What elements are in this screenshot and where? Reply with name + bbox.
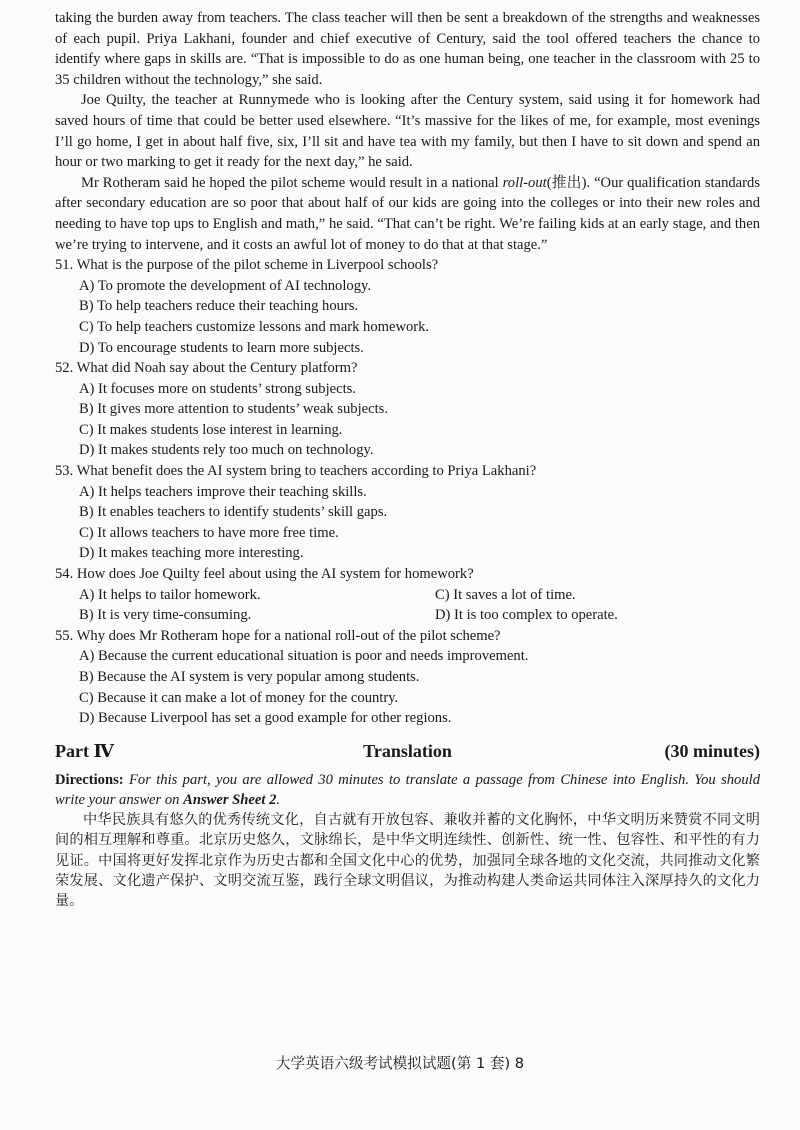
option-c: C) Because it can make a lot of money for the country. <box>79 689 399 706</box>
option-a: A) To promote the development of AI technology. <box>79 277 372 294</box>
question-stem: 55. Why does Mr Rotheram hope for a national roll-out of the pilot scheme? <box>55 627 501 644</box>
option-c: C) It allows teachers to have more free time. <box>79 524 339 541</box>
question-54 <box>55 564 760 626</box>
question-stem: 52. What did Noah say about the Century platform? <box>55 360 358 377</box>
part-label: Part Ⅳ <box>55 740 114 761</box>
part-title: Translation <box>363 740 452 761</box>
option-b: B) Because the AI system is very popular among students. <box>79 669 420 685</box>
paragraph-3-rest: (推出). “Our qualification standards after secondary education are so poor that about half of our kids are going into the colleges or into their new roles and needing to have top ups to English and math,” he said. “That can’t be right. We’re failing kids at an early stage, and then we’re trying to intervene, and it costs an awful lot of money to do that at that stage.” <box>55 174 760 253</box>
option-b: B) To help teachers reduce their teaching hours. <box>79 298 359 315</box>
question-53 <box>55 461 760 564</box>
question-52 <box>55 358 760 461</box>
question-stem: 51. What is the purpose of the pilot scheme in Liverpool schools? <box>55 257 439 274</box>
paragraph-3-start: Mr Rotheram said he hoped the pilot scheme would result in a national <box>81 174 503 191</box>
option-d: D) Because Liverpool has set a good example for other regions. <box>79 710 452 727</box>
option-d: D) It makes students rely too much on technology. <box>79 442 374 459</box>
question-51 <box>55 255 760 358</box>
option-c: C) It saves a lot of time. <box>435 586 576 603</box>
question-list <box>55 255 760 729</box>
option-b: B) It gives more attention to students’ weak subjects. <box>79 401 388 418</box>
option-grid <box>79 585 760 626</box>
option-a: A) It helps teachers improve their teaching skills. <box>79 483 367 500</box>
option-a: A) It focuses more on students’ strong subjects. <box>79 380 356 397</box>
part-time-limit: (30 minutes) <box>664 740 760 761</box>
answer-sheet-label: Answer Sheet 2 <box>183 791 277 808</box>
translation-directions <box>55 770 760 810</box>
page-footer: 大学英语六级考试模拟试题(第 1 套) 8 <box>275 1055 525 1072</box>
part-4-heading <box>55 739 760 763</box>
question-stem: 54. How does Joe Quilty feel about using the AI system for homework? <box>55 566 474 583</box>
option-a: A) It helps to tailor homework. <box>79 586 261 603</box>
option-c: C) To help teachers customize lessons and mark homework. <box>79 318 430 335</box>
option-c: C) It makes students lose interest in learning. <box>79 421 343 438</box>
question-55 <box>55 626 760 729</box>
option-a: A) Because the current educational situation is poor and needs improvement. <box>79 648 529 665</box>
option-b: B) It is very time-consuming. <box>79 607 252 624</box>
question-stem: 53. What benefit does the AI system bring to teachers according to Priya Lakhani? <box>55 463 537 480</box>
directions-end: . <box>276 791 281 808</box>
exam-page <box>55 8 760 911</box>
option-d: D) It is too complex to operate. <box>435 607 618 624</box>
option-b: B) It enables teachers to identify students’ skill gaps. <box>79 504 388 521</box>
directions-label: Directions: <box>55 771 124 788</box>
option-d: D) It makes teaching more interesting. <box>79 545 304 562</box>
directions-text: For this part, you are allowed 30 minutes to translate a passage from Chinese into English. You should write your answer on <box>55 771 760 808</box>
passage-paragraph-1: taking the burden away from teachers. The class teacher will then be sent a breakdown of the strengths and weaknesses of each pupil. Priya Lakhani, founder and chief executive of Century, said the tool offered teachers the chance to identify where gaps in skills are. “That is impossible to do as one human being, one teacher in the classroom with 25 to 35 children without the technology,” she said. <box>55 10 760 88</box>
passage-paragraph-2: Joe Quilty, the teacher at Runnymede who is looking after the Century system, said using it for homework had saved hours of time that could be better used elsewhere. “It’s massive for the likes of me, for example, most evenings I’ll go home, I get in about half five, six, I’ll sit and have tea with my family, but then I have to sit down and spend an hour or two marking to get it ready for the next day,” he said. <box>55 92 760 171</box>
roll-out-term: roll-out <box>502 174 547 191</box>
chinese-passage: 中华民族具有悠久的优秀传统文化，自古就有开放包容、兼收并蓄的文化胸怀，中华文明历来赞赏不同文明间的相互理解和尊重。北京历史悠久，文脉绵长，是中华文明连续性、创新性、统一性、包容性、和平性的有力见证。中国将更好发挥北京作为历史古都和全国文化中心的优势，加强同全球各地的文化交流，共同推动文化繁荣发展、文化遗产保护、文明交流互鉴，践行全球文明倡议，为推动构建人类命运共同体注入深厚持久的文化力量。 <box>55 812 760 909</box>
option-d: D) To encourage students to learn more subjects. <box>79 339 364 356</box>
passage-paragraph-3 <box>55 173 760 255</box>
